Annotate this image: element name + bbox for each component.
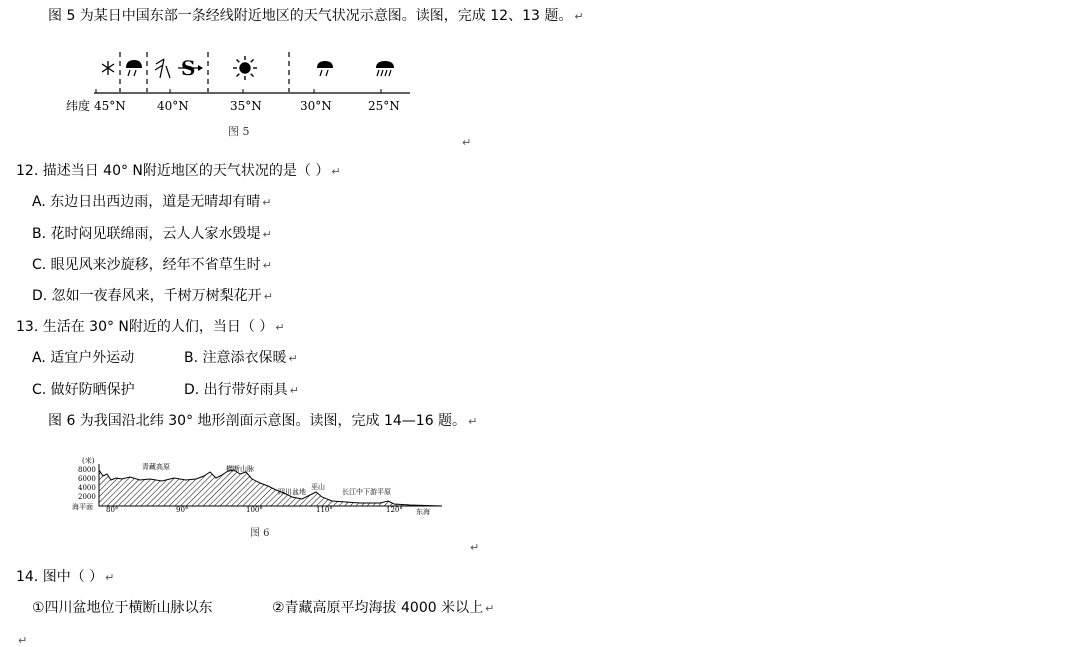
question-12-stem — [16, 161, 341, 182]
intro-fig6 — [48, 411, 477, 432]
unit-label: (米) — [82, 457, 95, 465]
option-text: ②青藏高原平均海拔 4000 米以上 — [272, 600, 484, 616]
intro-fig5 — [48, 6, 584, 27]
return-mark: ↵ — [262, 196, 272, 209]
label-plateau: 青藏高原 — [142, 463, 170, 471]
y-tick-2000: 2000 — [78, 493, 96, 501]
x-tick-80: 80° — [106, 506, 119, 514]
sandstorm-icon — [178, 56, 203, 80]
question-13-option-d — [184, 380, 299, 401]
label-sea: 东海 — [416, 508, 430, 516]
return-mark: ↵ — [263, 290, 273, 303]
axis-label: 纬度 — [66, 99, 91, 113]
figure-5-caption: 图 5 — [228, 125, 250, 138]
rain-cloud-icon — [126, 60, 142, 76]
question-13-option-a — [32, 348, 134, 368]
option-text: ①四川盆地位于横断山脉以东 — [32, 600, 213, 616]
question-13-option-c — [32, 380, 135, 400]
question-12-option-d — [32, 286, 273, 307]
sun-icon — [233, 56, 257, 80]
return-mark: ↵ — [275, 321, 285, 334]
option-text: C. 眼见风来沙旋移，经年不省草生时 — [32, 257, 261, 273]
y-tick-4000: 4000 — [78, 484, 96, 492]
heavy-rain-icon — [376, 61, 394, 76]
question-14-option-1 — [32, 598, 213, 618]
question-12-option-c — [32, 255, 272, 276]
question-13-text: 13. 生活在 30° N附近的人们，当日（ ） — [16, 319, 274, 335]
y-tick-6000: 6000 — [78, 475, 96, 483]
shower-icon — [317, 61, 333, 76]
question-14-stem — [16, 567, 114, 588]
label-mountains: 横断山脉 — [226, 465, 254, 473]
option-text: D. 忽如一夜春风来，千树万树梨花开 — [32, 288, 262, 304]
tick-label-40: 40°N — [157, 99, 189, 113]
snow-icon — [102, 61, 114, 75]
x-tick-110: 110° — [316, 506, 333, 514]
intro-fig6-text: 图 6 为我国沿北纬 30° 地形剖面示意图。读图，完成 14—16 题。 — [48, 413, 467, 429]
figure-5 — [60, 40, 420, 150]
sea-level-label: 海平面 — [72, 503, 93, 511]
x-tick-100: 100° — [246, 506, 263, 514]
figure-5-diagram — [60, 40, 420, 150]
return-mark: ↵ — [105, 571, 115, 584]
question-14-text: 14. 图中（ ） — [16, 569, 104, 585]
wind-icon — [155, 59, 170, 78]
y-tick-8000: 8000 — [78, 466, 96, 474]
tick-label-35: 35°N — [230, 99, 262, 113]
option-text: C. 做好防晒保护 — [32, 382, 135, 398]
question-12-option-a — [32, 192, 271, 213]
return-mark: ↵ — [470, 541, 480, 554]
return-mark: ↵ — [289, 384, 299, 397]
option-text: B. 注意添衣保暖 — [184, 350, 287, 366]
label-wushan: 巫山 — [311, 483, 325, 491]
option-text: B. 花时闷见联绵雨，云人人家水毁堤 — [32, 226, 261, 242]
figure-6-caption: 图 6 — [250, 528, 270, 539]
return-mark: ↵ — [331, 165, 341, 178]
x-tick-90: 90° — [176, 506, 189, 514]
question-13-option-b — [184, 348, 298, 369]
figure-6-diagram — [70, 452, 450, 547]
tick-label-30: 30°N — [300, 99, 332, 113]
question-12-option-b — [32, 224, 272, 245]
x-tick-120: 120° — [386, 506, 403, 514]
return-mark: ↵ — [485, 602, 495, 615]
question-13-stem — [16, 317, 285, 338]
question-12-text: 12. 描述当日 40° N附近地区的天气状况的是（ ） — [16, 163, 330, 179]
return-mark: ↵ — [262, 259, 272, 272]
option-text: A. 适宜户外运动 — [32, 350, 135, 366]
return-mark: ↵ — [468, 415, 478, 428]
figure-6 — [70, 452, 450, 547]
return-mark: ↵ — [288, 352, 298, 365]
tick-label-45: 45°N — [94, 99, 126, 113]
option-text: D. 出行带好雨具 — [184, 382, 288, 398]
return-mark: ↵ — [262, 228, 272, 241]
return-mark: ↵ — [574, 10, 584, 23]
option-text: A. 东边日出西边雨，道是无晴却有晴 — [32, 194, 261, 210]
question-14-option-2 — [272, 598, 494, 619]
label-basin: 四川盆地 — [278, 488, 306, 496]
return-mark: ↵ — [462, 136, 472, 149]
intro-fig5-text: 图 5 为某日中国东部一条经线附近地区的天气状况示意图。读图，完成 12、13 题。 — [48, 8, 573, 24]
tick-label-25: 25°N — [368, 99, 400, 113]
return-mark: ↵ — [18, 634, 28, 647]
svg-text:S: S — [181, 56, 196, 80]
label-plain: 长江中下游平原 — [342, 488, 391, 496]
